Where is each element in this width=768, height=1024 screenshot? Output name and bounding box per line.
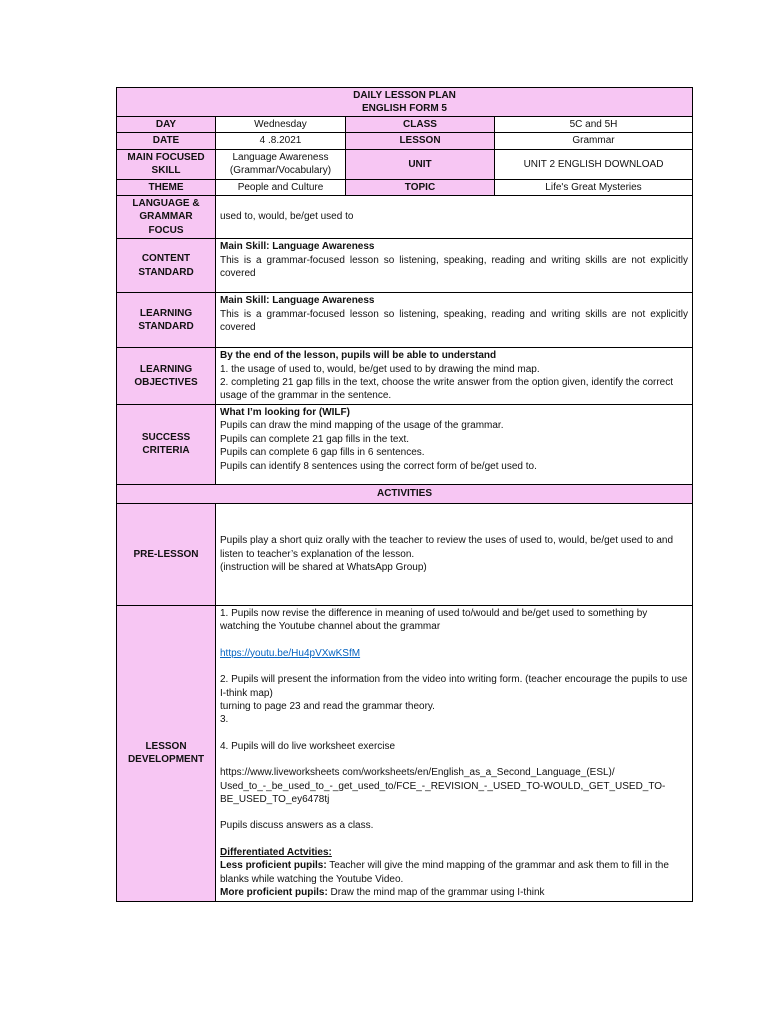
- activities-heading: ACTIVITIES: [117, 484, 693, 503]
- worksheet-url-line-1: https://www.liveworksheets com/worksheets/en/English_as_a_Second_Language_(ESL)/: [220, 767, 615, 779]
- success-criteria-row: [117, 404, 693, 484]
- theme-value: People and Culture: [216, 179, 346, 195]
- dev-step-4: 4. Pupils will do live worksheet exercise: [220, 740, 396, 752]
- content-standard-heading: Main Skill: Language Awareness: [220, 241, 375, 253]
- pre-lesson-text: Pupils play a short quiz orally with the teacher to review the uses of used to, would, be/get used to and listen to teacher’s explanation of the lesson.: [220, 535, 674, 560]
- lesson-plan-title: [117, 88, 693, 117]
- lesson-plan-table: [116, 87, 693, 902]
- main-skill-value: Language Awareness (Grammar/Vocabulary): [216, 149, 346, 179]
- success-line-1: Pupils can draw the mind mapping of the usage of the grammar.: [220, 420, 504, 432]
- youtube-link[interactable]: https://youtu.be/Hu4pVXwKSfM: [220, 647, 361, 659]
- content-standard-row: [117, 239, 693, 293]
- lesson-value: Grammar: [495, 133, 693, 149]
- success-line-3: Pupils can complete 6 gap fills in 6 sentences.: [220, 447, 425, 459]
- more-proficient-label: More proficient pupils:: [220, 886, 328, 898]
- theme-label: THEME: [117, 179, 216, 195]
- success-criteria-label: SUCCESS CRITERIA: [117, 404, 216, 484]
- dev-step-1: 1. Pupils now revise the difference in meaning of used to/would and be/get used to something by watching the Youtube channel about the grammar: [220, 607, 648, 633]
- success-criteria-cell: [216, 404, 693, 484]
- skill-row: [117, 149, 693, 179]
- day-row: [117, 117, 693, 133]
- title-row: [117, 88, 693, 117]
- main-skill-label: MAIN FOCUSED SKILL: [117, 149, 216, 179]
- language-focus-value: used to, would, be/get used to: [216, 196, 693, 239]
- learning-standard-cell: [216, 293, 693, 348]
- worksheet-url-line-3: BE_USED_TO_ey6478tj: [220, 793, 330, 805]
- dev-step-3: 3.: [220, 714, 229, 726]
- worksheet-url-line-2: Used_to_-_be_used_to_-_get_used_to/FCE_-_REVISION_-_USED_TO-WOULD,_GET_USED_TO-: [220, 780, 666, 792]
- more-proficient-line: [220, 886, 688, 899]
- less-proficient-text: Teacher will give the mind mapping of the grammar and ask them to fill in the blanks while watching the Youtube Video.: [220, 860, 669, 885]
- content-standard-text: This is a grammar-focused lesson so listening, speaking, reading and writing skills are not explicitly covered: [220, 254, 688, 280]
- less-proficient-label: Less proficient pupils:: [220, 860, 327, 872]
- learning-standard-row: [117, 293, 693, 348]
- success-line-4: Pupils can identify 8 sentences using the correct form of be/get used to.: [220, 460, 537, 472]
- objective-item-1: 1. the usage of used to, would, be/get used to by drawing the mind map.: [220, 363, 540, 375]
- objectives-row: [117, 348, 693, 405]
- content-standard-cell: [216, 239, 693, 293]
- day-label: DAY: [117, 117, 216, 133]
- date-label: DATE: [117, 133, 216, 149]
- pre-lesson-row: [117, 503, 693, 605]
- learning-standard-text: This is a grammar-focused lesson so listening, speaking, reading and writing skills are not explicitly covered: [220, 308, 688, 334]
- success-line-2: Pupils can complete 21 gap fills in the text.: [220, 433, 409, 445]
- objective-item-2: 2. completing 21 gap fills in the text, choose the write answer from the option given, identify the correct usage of the grammar in the sentence.: [220, 377, 674, 402]
- dev-step-2: 2. Pupils will present the information from the video into writing form. (teacher encourage the pupils to use I-think map): [220, 674, 688, 699]
- pre-lesson-note: (instruction will be shared at WhatsApp Group): [220, 562, 427, 574]
- more-proficient-text: Draw the mind map of the grammar using I-think: [327, 886, 545, 898]
- topic-label: TOPIC: [346, 179, 495, 195]
- title-line-1: DAILY LESSON PLAN: [353, 90, 456, 101]
- language-focus-row: [117, 196, 693, 239]
- language-focus-label: LANGUAGE & GRAMMAR FOCUS: [117, 196, 216, 239]
- pre-lesson-cell: [216, 503, 693, 605]
- lesson-development-cell: [216, 605, 693, 901]
- pre-lesson-label: PRE-LESSON: [117, 503, 216, 605]
- lesson-development-label: LESSON DEVELOPMENT: [117, 605, 216, 901]
- objectives-label: LEARNING OBJECTIVES: [117, 348, 216, 405]
- content-standard-label: CONTENT STANDARD: [117, 239, 216, 293]
- class-value: 5C and 5H: [495, 117, 693, 133]
- date-value: 4 .8.2021: [216, 133, 346, 149]
- less-proficient-line: [220, 859, 688, 886]
- topic-value: Life's Great Mysteries: [495, 179, 693, 195]
- day-value: Wednesday: [216, 117, 346, 133]
- dev-step-2b: turning to page 23 and read the grammar theory.: [220, 700, 435, 712]
- differentiated-heading: Differentiated Actvities:: [220, 846, 332, 858]
- unit-label: UNIT: [346, 149, 495, 179]
- class-label: CLASS: [346, 117, 495, 133]
- objectives-heading: By the end of the lesson, pupils will be able to understand: [220, 350, 497, 362]
- activities-row: [117, 484, 693, 503]
- lesson-development-row: [117, 605, 693, 901]
- date-row: [117, 133, 693, 149]
- objectives-cell: [216, 348, 693, 405]
- unit-value: UNIT 2 ENGLISH DOWNLOAD: [495, 149, 693, 179]
- learning-standard-heading: Main Skill: Language Awareness: [220, 295, 375, 307]
- title-line-2: ENGLISH FORM 5: [361, 103, 447, 114]
- lesson-label: LESSON: [346, 133, 495, 149]
- dev-discuss: Pupils discuss answers as a class.: [220, 820, 374, 832]
- learning-standard-label: LEARNING STANDARD: [117, 293, 216, 348]
- success-heading: What I’m looking for (WILF): [220, 406, 350, 418]
- theme-row: [117, 179, 693, 195]
